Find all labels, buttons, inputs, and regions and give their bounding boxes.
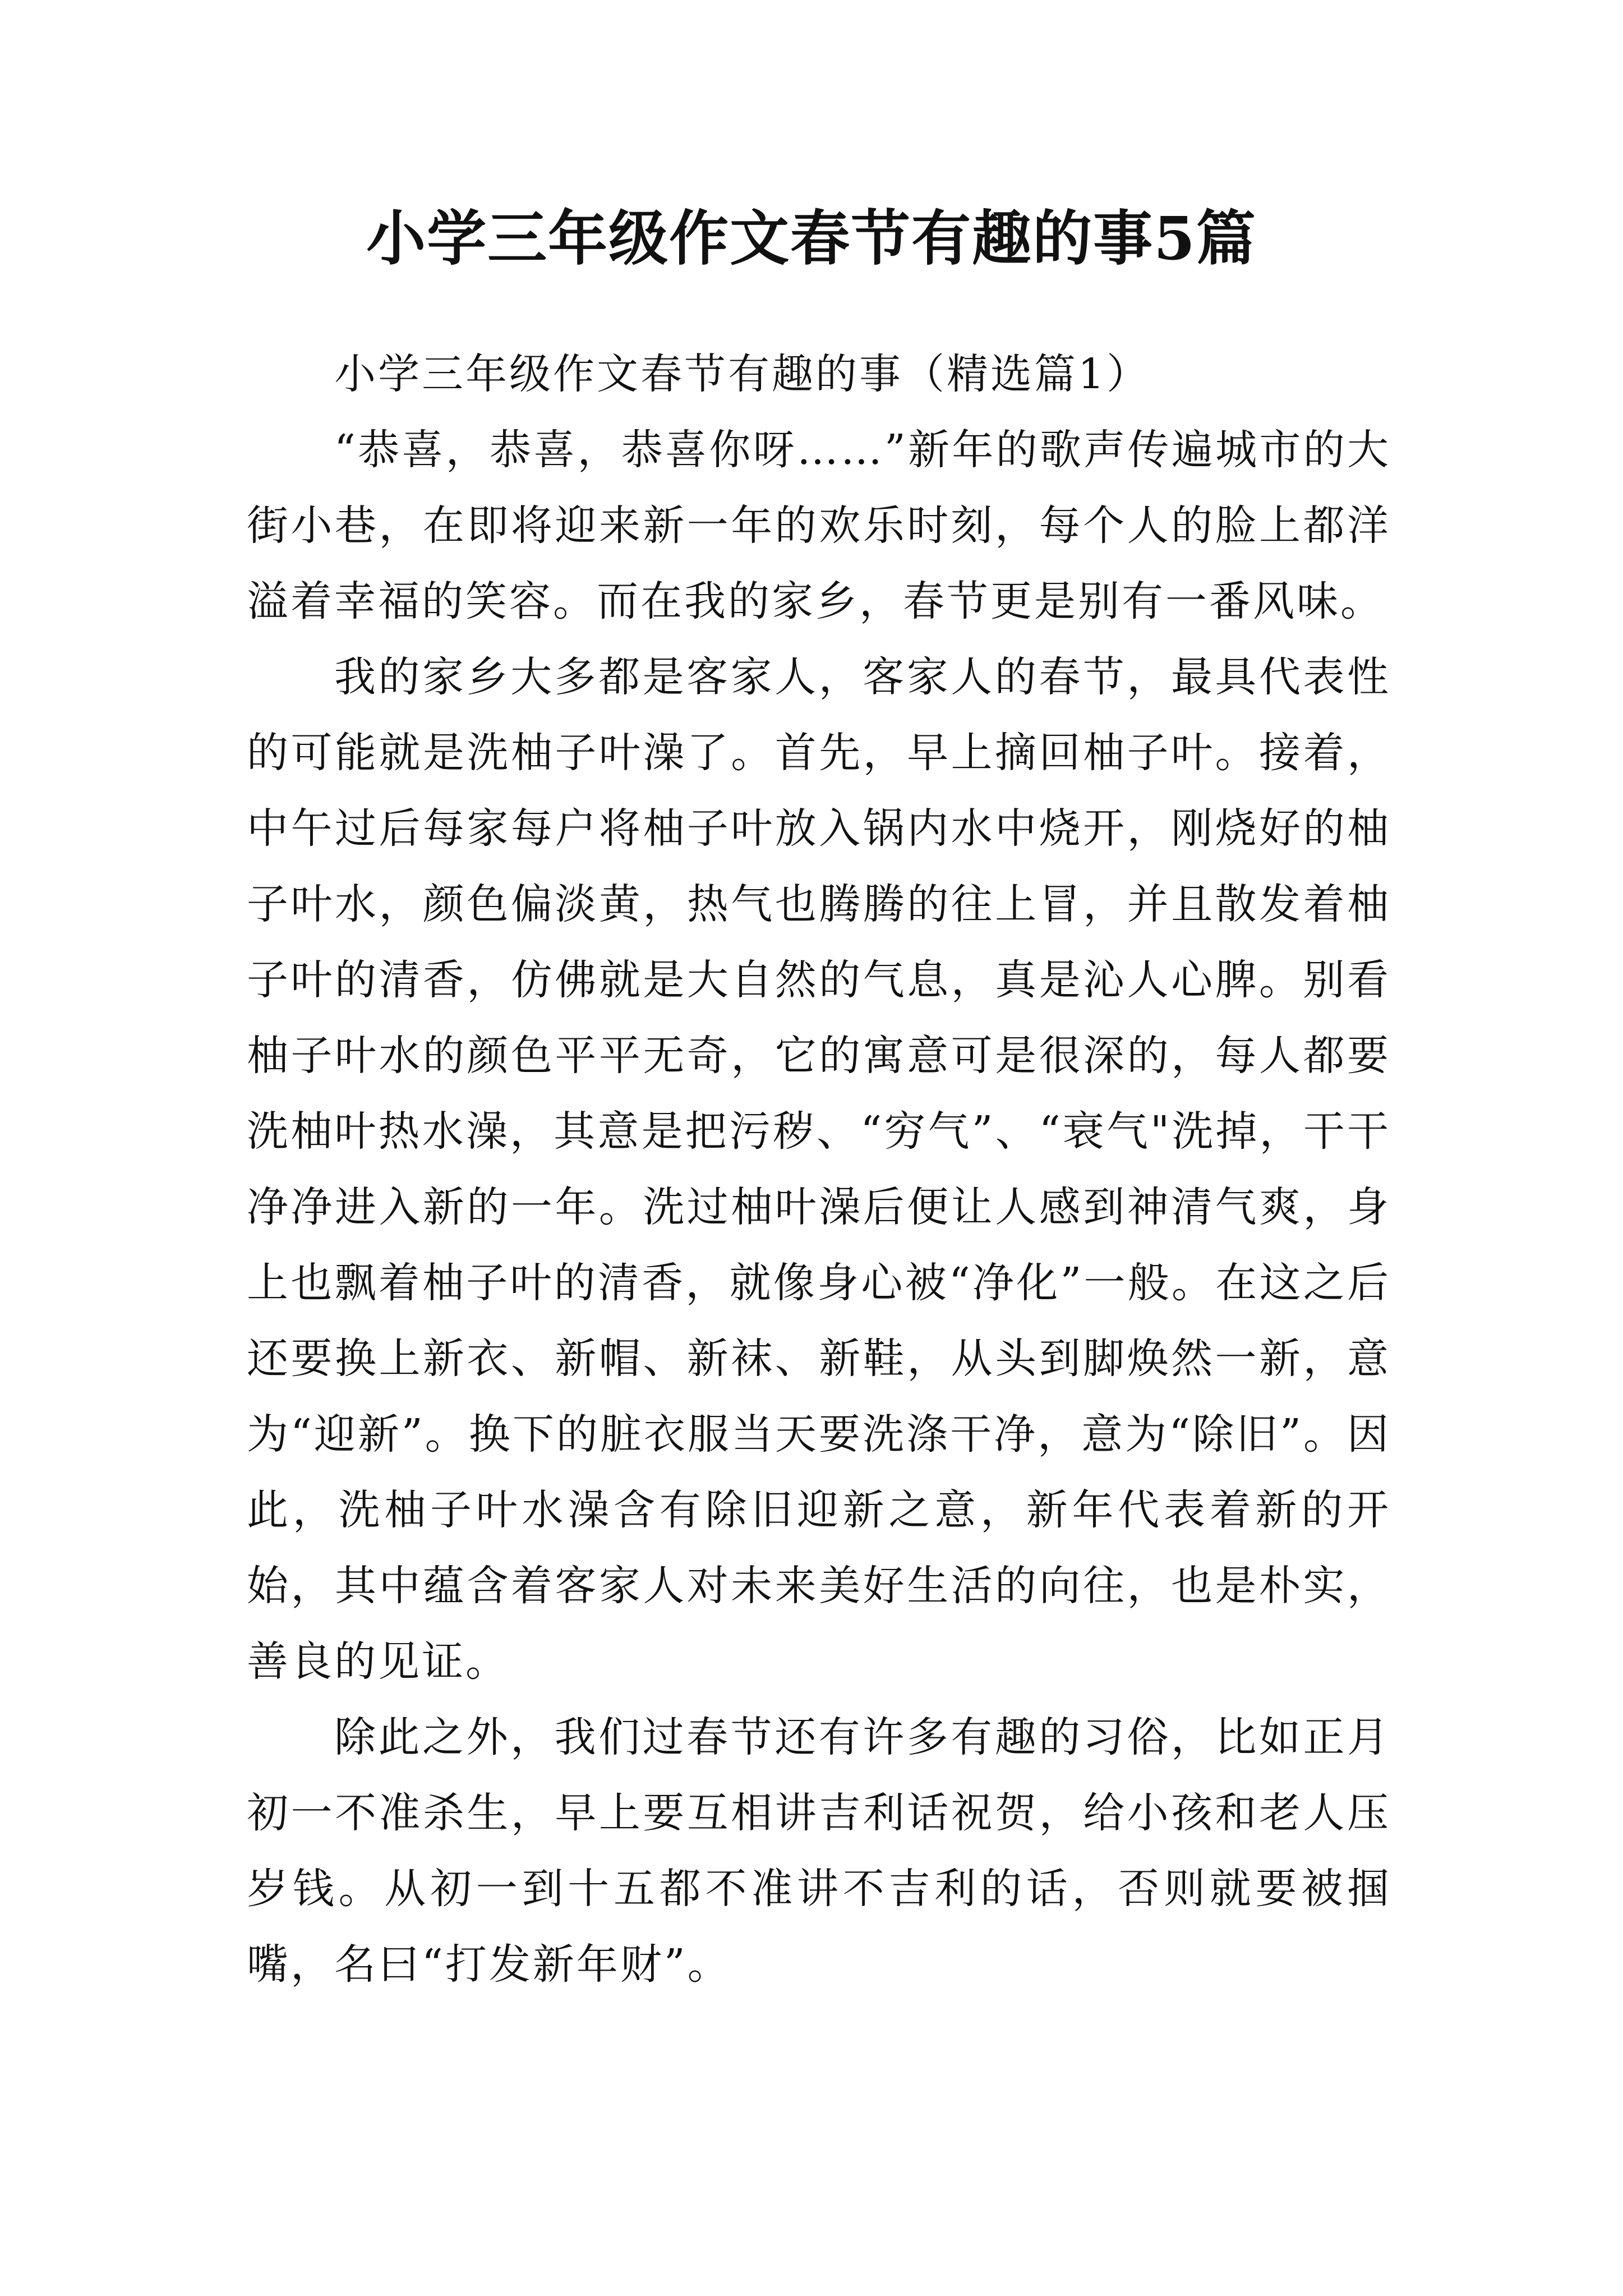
paragraph-1: “恭喜，恭喜，恭喜你呀……”新年的歌声传遍城市的大街小巷，在即将迎来新一年的欢乐时刻，每个人的脸上都洋溢着幸福的笑容。而在我的家乡，春节更是别有一番风味。 xyxy=(247,426,1391,625)
paragraph-3: 除此之外，我们过春节还有许多有趣的习俗，比如正月初一不准杀生，早上要互相讲吉利话祝贺，给小孩和老人压岁钱。从初一到十五都不准讲不吉利的话，否则就要被掴嘴，名曰“打发新年财”。 xyxy=(247,1713,1391,1989)
document-body xyxy=(247,337,1391,2003)
document-title: 小学三年级作文春节有趣的事5篇 xyxy=(366,203,1257,273)
section-heading: 小学三年级作文春节有趣的事（精选篇1） xyxy=(334,350,1151,398)
paragraph-2: 我的家乡大多都是客家人，客家人的春节，最具代表性的可能就是洗柚子叶澡了。首先，早上摘回柚子叶。接着，中午过后每家每户将柚子叶放入锅内水中烧开，刚烧好的柚子叶水，颜色偏淡黄，热气也腾腾的往上冒，并且散发着柚子叶的清香，仿佛就是大自然的气息，真是沁人心脾。别看柚子叶水的颜色平平无奇，它的寓意可是很深的，每人都要洗柚叶热水澡，其意是把污秽、“穷气”、“衰气"洗掉，干干净净进入新的一年。洗过柚叶澡后便让人感到神清气爽，身上也飘着柚子叶的清香，就像身心被“净化”一般。在这之后还要换上新衣、新帽、新袜、新鞋，从头到脚焕然一新，意为“迎新”。换下的脏衣服当天要洗涤干净，意为“除旧”。因此，洗柚子叶水澡含有除旧迎新之意，新年代表着新的开始，其中蕴含着客家人对未来美好生活的向往，也是朴实，善良的见证。 xyxy=(247,653,1391,1686)
